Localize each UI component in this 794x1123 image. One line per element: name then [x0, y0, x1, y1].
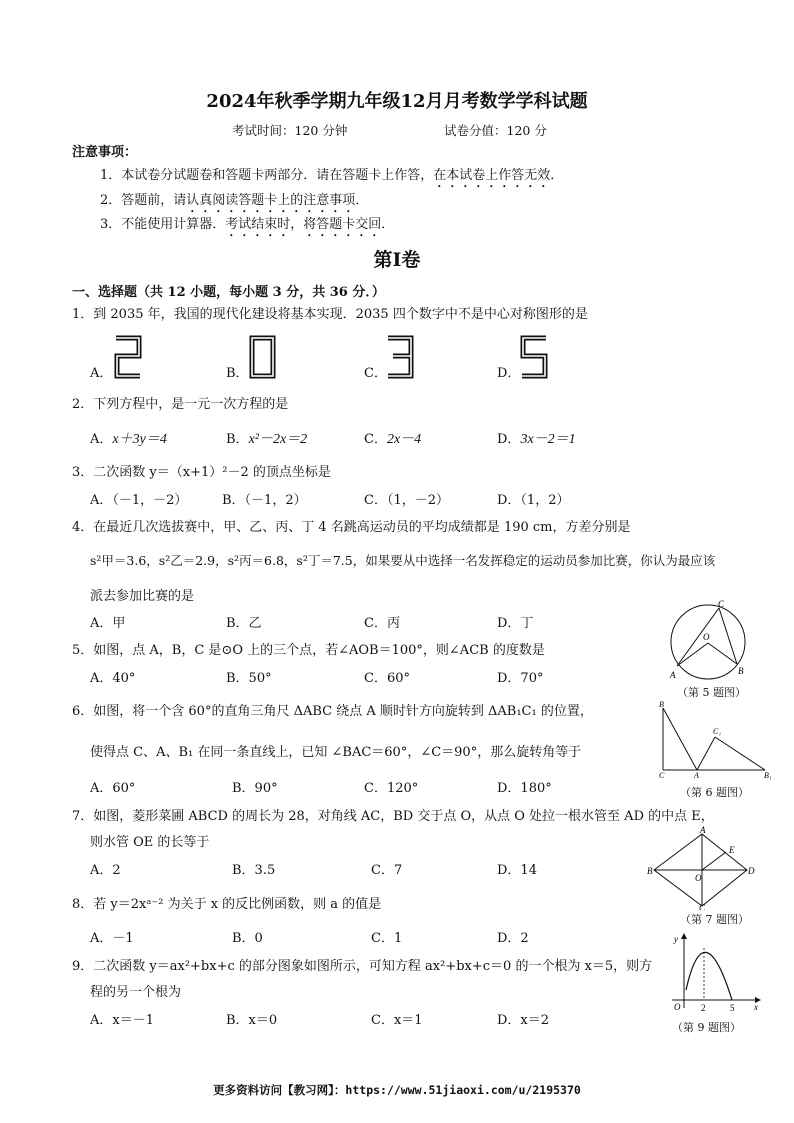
q9-caption: （第 9 题图） [672, 1021, 741, 1034]
q8-stem: 8．若 y＝2xᵃ⁻² 为关于 x 的反比例函数，则 a 的值是 [72, 897, 382, 912]
q9-option-a: A．x＝－1 [90, 1013, 154, 1028]
q1-label-a: A． [90, 366, 113, 381]
q4-stem-line2: s²甲＝3.6，s²乙＝2.9，s²丙＝6.8，s²丁＝7.5，如果要从中选择一名发挥稳定的运动员参加比赛，你认为最应该 [90, 553, 716, 568]
q5-option-a: A．40° [90, 671, 136, 686]
q8-option-b: B．0 [232, 931, 263, 946]
q9-option-c: C．x＝1 [371, 1013, 423, 1028]
q2-option-a: A．x＋3y＝4 [90, 432, 167, 447]
q6-point-c1: C₁ [713, 727, 722, 736]
q5-circle-figure [664, 600, 764, 686]
digit-5-figure [519, 335, 549, 379]
q4-option-b: B．乙 [226, 616, 262, 631]
section-title: 第Ⅰ卷 [373, 249, 421, 271]
q5-stem: 5．如图，点 A，B，C 是⊙O 上的三个点，若∠AOB＝100°，则∠ACB 的度数是 [72, 643, 545, 658]
q5-point-o: O [703, 632, 710, 642]
q6-triangle-figure [657, 700, 775, 780]
q6-point-c: C [659, 771, 665, 780]
q4-option-c: C．丙 [364, 616, 400, 631]
q8-option-c: C．1 [371, 931, 403, 946]
part-heading: 一、选择题（共 12 小题，每小题 3 分，共 36 分．） [72, 285, 385, 300]
q9-origin: O [674, 1002, 681, 1012]
q6-point-b1: B₁ [764, 771, 772, 780]
q9-parabola-figure [664, 930, 764, 1018]
q3-option-a: A．（－1，－2） [90, 493, 188, 508]
q5-option-d: D．70° [497, 671, 544, 686]
q9-option-d: D．x＝2 [497, 1013, 550, 1028]
q3-option-b: B．（－1，2） [222, 493, 307, 508]
note-1: 1．本试卷分试题卷和答题卡两部分．请在答题卡上作答，在本试卷上作答无效． [100, 168, 564, 183]
q6-option-b: B．90° [232, 781, 278, 796]
q4-stem-line3: 派去参加比赛的是 [90, 589, 195, 604]
q1-label-c: C． [364, 366, 387, 381]
q4-option-d: D．丁 [497, 616, 534, 631]
q9-axis-y: y [674, 934, 678, 944]
q7-option-a: A．2 [90, 863, 121, 878]
q7-point-a: A [700, 826, 706, 835]
note-2: 2．答题前，请认真阅读答题卡上的注意事项． [100, 193, 369, 208]
q7-point-b: B [647, 866, 653, 876]
q9-axis-x: x [754, 1002, 758, 1012]
q7-rhombus-figure [646, 826, 756, 910]
notes-header: 注意事项： [72, 145, 138, 160]
q6-caption: （第 6 题图） [680, 786, 749, 799]
q2-stem: 2．下列方程中，是一元一次方程的是 [72, 397, 289, 412]
digit-0-figure [249, 335, 277, 379]
q7-point-d: D [748, 866, 755, 876]
page-title: 2024年秋季学期九年级12月月考数学学科试题 [206, 91, 588, 112]
q5-point-c: C [718, 600, 725, 609]
q6-stem-line2: 使得点 C、A、B₁ 在同一条直线上，已知 ∠BAC＝60°，∠C＝90°，那么旋转角等于 [90, 745, 582, 760]
q7-stem-line1: 7．如图，菱形菜圃 ABCD 的周长为 28，对角线 AC，BD 交于点 O，从点 O 处拉一根水管至 AD 的中点 E， [72, 809, 714, 824]
q8-option-d: D．2 [497, 931, 529, 946]
exam-time: 考试时间：120 分钟 [232, 123, 348, 138]
q2-option-c: C．2x－4 [364, 432, 422, 447]
note-3: 3．不能使用计算器．考试结束时，将答题卡交回． [100, 217, 395, 232]
q4-stem-line1: 4．在最近几次选拔赛中，甲、乙、丙、丁 4 名跳高运动员的平均成绩都是 190 cm，方差分别是 [72, 520, 631, 535]
q9-option-b: B．x＝0 [226, 1013, 278, 1028]
q7-point-o: O [695, 873, 702, 883]
exam-score: 试卷分值：120 分 [444, 123, 547, 138]
q6-option-c: C．120° [364, 781, 419, 796]
q7-option-c: C．7 [371, 863, 403, 878]
q5-point-a: A [670, 670, 676, 680]
q3-option-c: C．（1，－2） [364, 493, 449, 508]
q1-label-d: D． [497, 366, 521, 381]
q1-label-b: B． [226, 366, 249, 381]
footer-link[interactable]: 更多资料访问【教习网】：https://www.51jiaoxi.com/u/2195370 [213, 1083, 581, 1097]
q9-stem-line1: 9．二次函数 y＝ax²+bx+c 的部分图象如图所示，可知方程 ax²+bx+c＝0 的一个根为 x＝5，则方 [72, 959, 653, 974]
q2-option-b: B．x²－2x＝2 [226, 432, 308, 447]
q9-stem-line2: 程的另一个根为 [90, 985, 182, 1000]
q5-option-b: B．50° [226, 671, 272, 686]
q6-option-a: A．60° [90, 781, 136, 796]
q5-point-b: B [738, 666, 744, 676]
q9-tick-5: 5 [730, 1003, 735, 1013]
q3-stem: 3．二次函数 y＝（x+1）²－2 的顶点坐标是 [72, 465, 331, 480]
q7-caption: （第 7 题图） [680, 913, 749, 926]
q6-option-d: D．180° [497, 781, 552, 796]
q2-option-d: D．3x－2＝1 [497, 432, 576, 447]
q6-point-a: A [694, 771, 699, 780]
q7-point-c: C [699, 903, 706, 910]
digit-3-figure [385, 335, 415, 379]
q6-point-b: B [659, 700, 664, 709]
q7-stem-line2: 则水管 OE 的长等于 [90, 835, 210, 850]
q6-stem-line1: 6．如图，将一个含 60°的直角三角尺 ΔABC 绕点 A 顺时针方向旋转到 ΔAB₁C₁ 的位置， [72, 704, 593, 719]
q7-option-b: B．3.5 [232, 863, 276, 878]
q3-option-d: D．（1，2） [497, 493, 570, 508]
q1-stem: 1．到 2035 年，我国的现代化建设将基本实现．2035 四个数字中不是中心对称图形的是 [72, 307, 588, 322]
q7-point-e: E [729, 845, 735, 855]
q8-option-a: A．－1 [90, 931, 134, 946]
q5-option-c: C．60° [364, 671, 410, 686]
q4-option-a: A．甲 [90, 616, 126, 631]
digit-2-figure [113, 335, 143, 379]
q9-tick-2: 2 [701, 1003, 706, 1013]
q7-option-d: D．14 [497, 863, 537, 878]
q5-caption: （第 5 题图） [677, 686, 746, 699]
